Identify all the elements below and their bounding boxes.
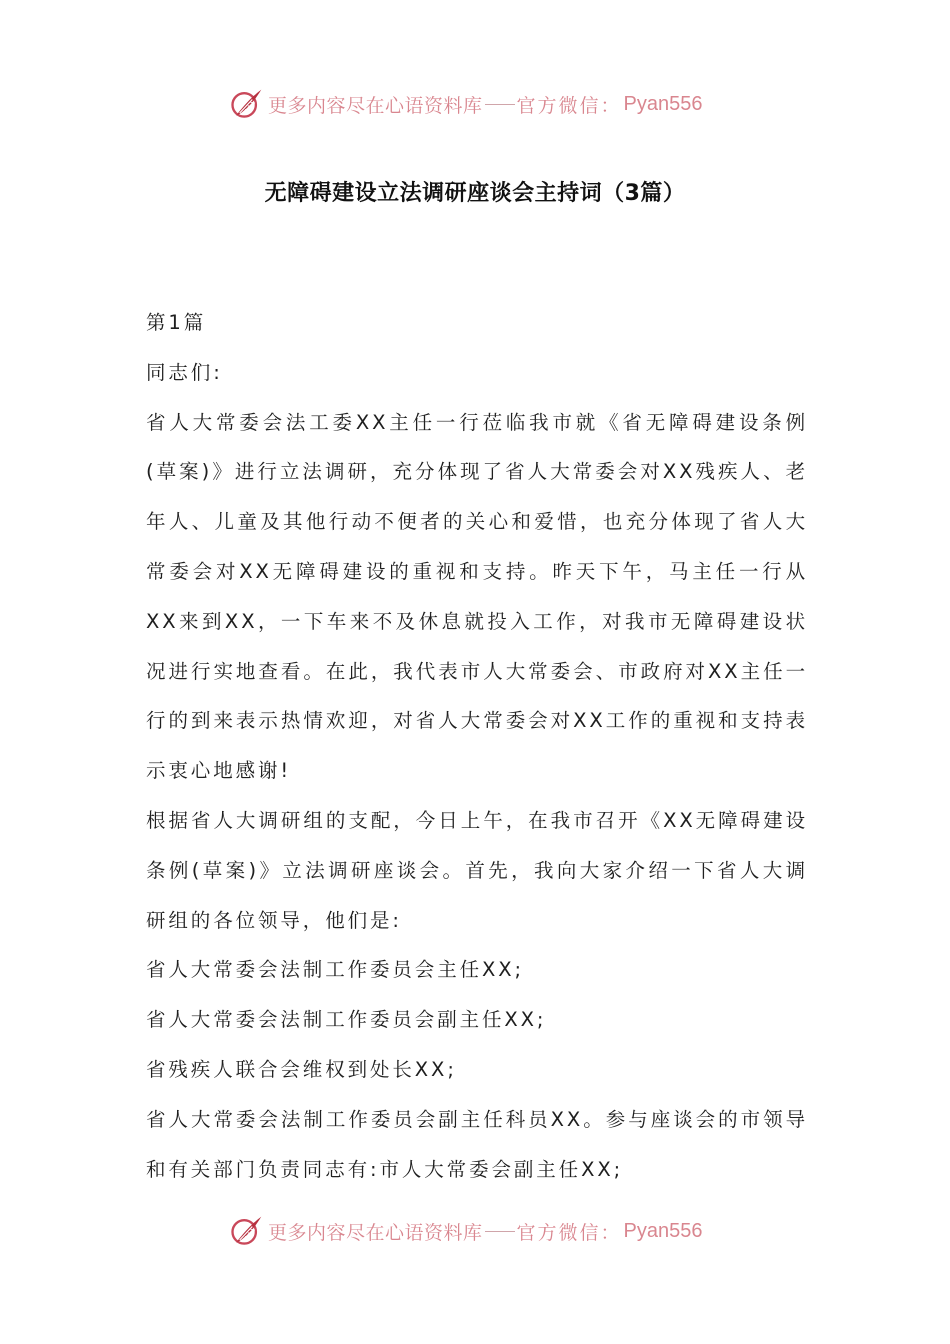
watermark-dash	[485, 1231, 515, 1232]
body-paragraph: 根据省人大调研组的支配，今日上午，在我市召开《XX无障碍建设条例(草案)》立法调研座谈会。首先，我向大家介绍一下省人大调研组的各位领导，他们是:	[146, 808, 808, 932]
document-body	[146, 298, 808, 1194]
watermark-lead-text: 更多内容尽在心语资料库	[268, 1221, 483, 1244]
salutation: 同志们:	[146, 360, 223, 384]
attendee-line: 省残疾人联合会维权到处长XX;	[146, 1057, 457, 1081]
watermark-lead-text: 更多内容尽在心语资料库	[268, 94, 483, 117]
attendee-line: 省人大常委会法制工作委员会主任XX;	[146, 958, 524, 982]
watermark-wechat-label: 官方微信：	[516, 94, 622, 117]
watermark-wechat-label: 官方微信：	[516, 1221, 622, 1244]
watermark-wechat-id: Pyan556	[623, 1219, 703, 1242]
quill-pen-circle-icon	[228, 1213, 264, 1249]
body-paragraph: 省人大常委会法工委XX主任一行莅临我市就《省无障碍建设条例(草案)》进行立法调研，充分体现了省人大常委会对XX残疾人、老年人、儿童及其他行动不便者的关心和爱惜，也充分体现了省人大常委会对XX无障碍建设的重视和支持。昨天下午，马主任一行从XX来到XX，一下车来不及休息就投入工作，对我市无障碍建设状况进行实地查看。在此，我代表市人大常委会、市政府对XX主任一行的到来表示热情欢迎，对省人大常委会对XX工作的重视和支持表示衷心地感谢!	[146, 410, 808, 783]
watermark-dash	[485, 104, 515, 105]
quill-pen-circle-icon	[228, 86, 264, 122]
footer-watermark	[228, 1211, 703, 1251]
header-watermark	[228, 84, 703, 124]
section-heading: 第1篇	[146, 311, 207, 334]
attendee-line: 省人大常委会法制工作委员会副主任XX;	[146, 1008, 547, 1032]
watermark-wechat-id: Pyan556	[623, 92, 703, 115]
attendee-line: 省人大常委会法制工作委员会副主任科员XX。参与座谈会的市领导和有关部门负责同志有:市人大常委会副主任XX;	[146, 1107, 808, 1181]
document-title: 无障碍建设立法调研座谈会主持词（3篇）	[264, 181, 686, 206]
